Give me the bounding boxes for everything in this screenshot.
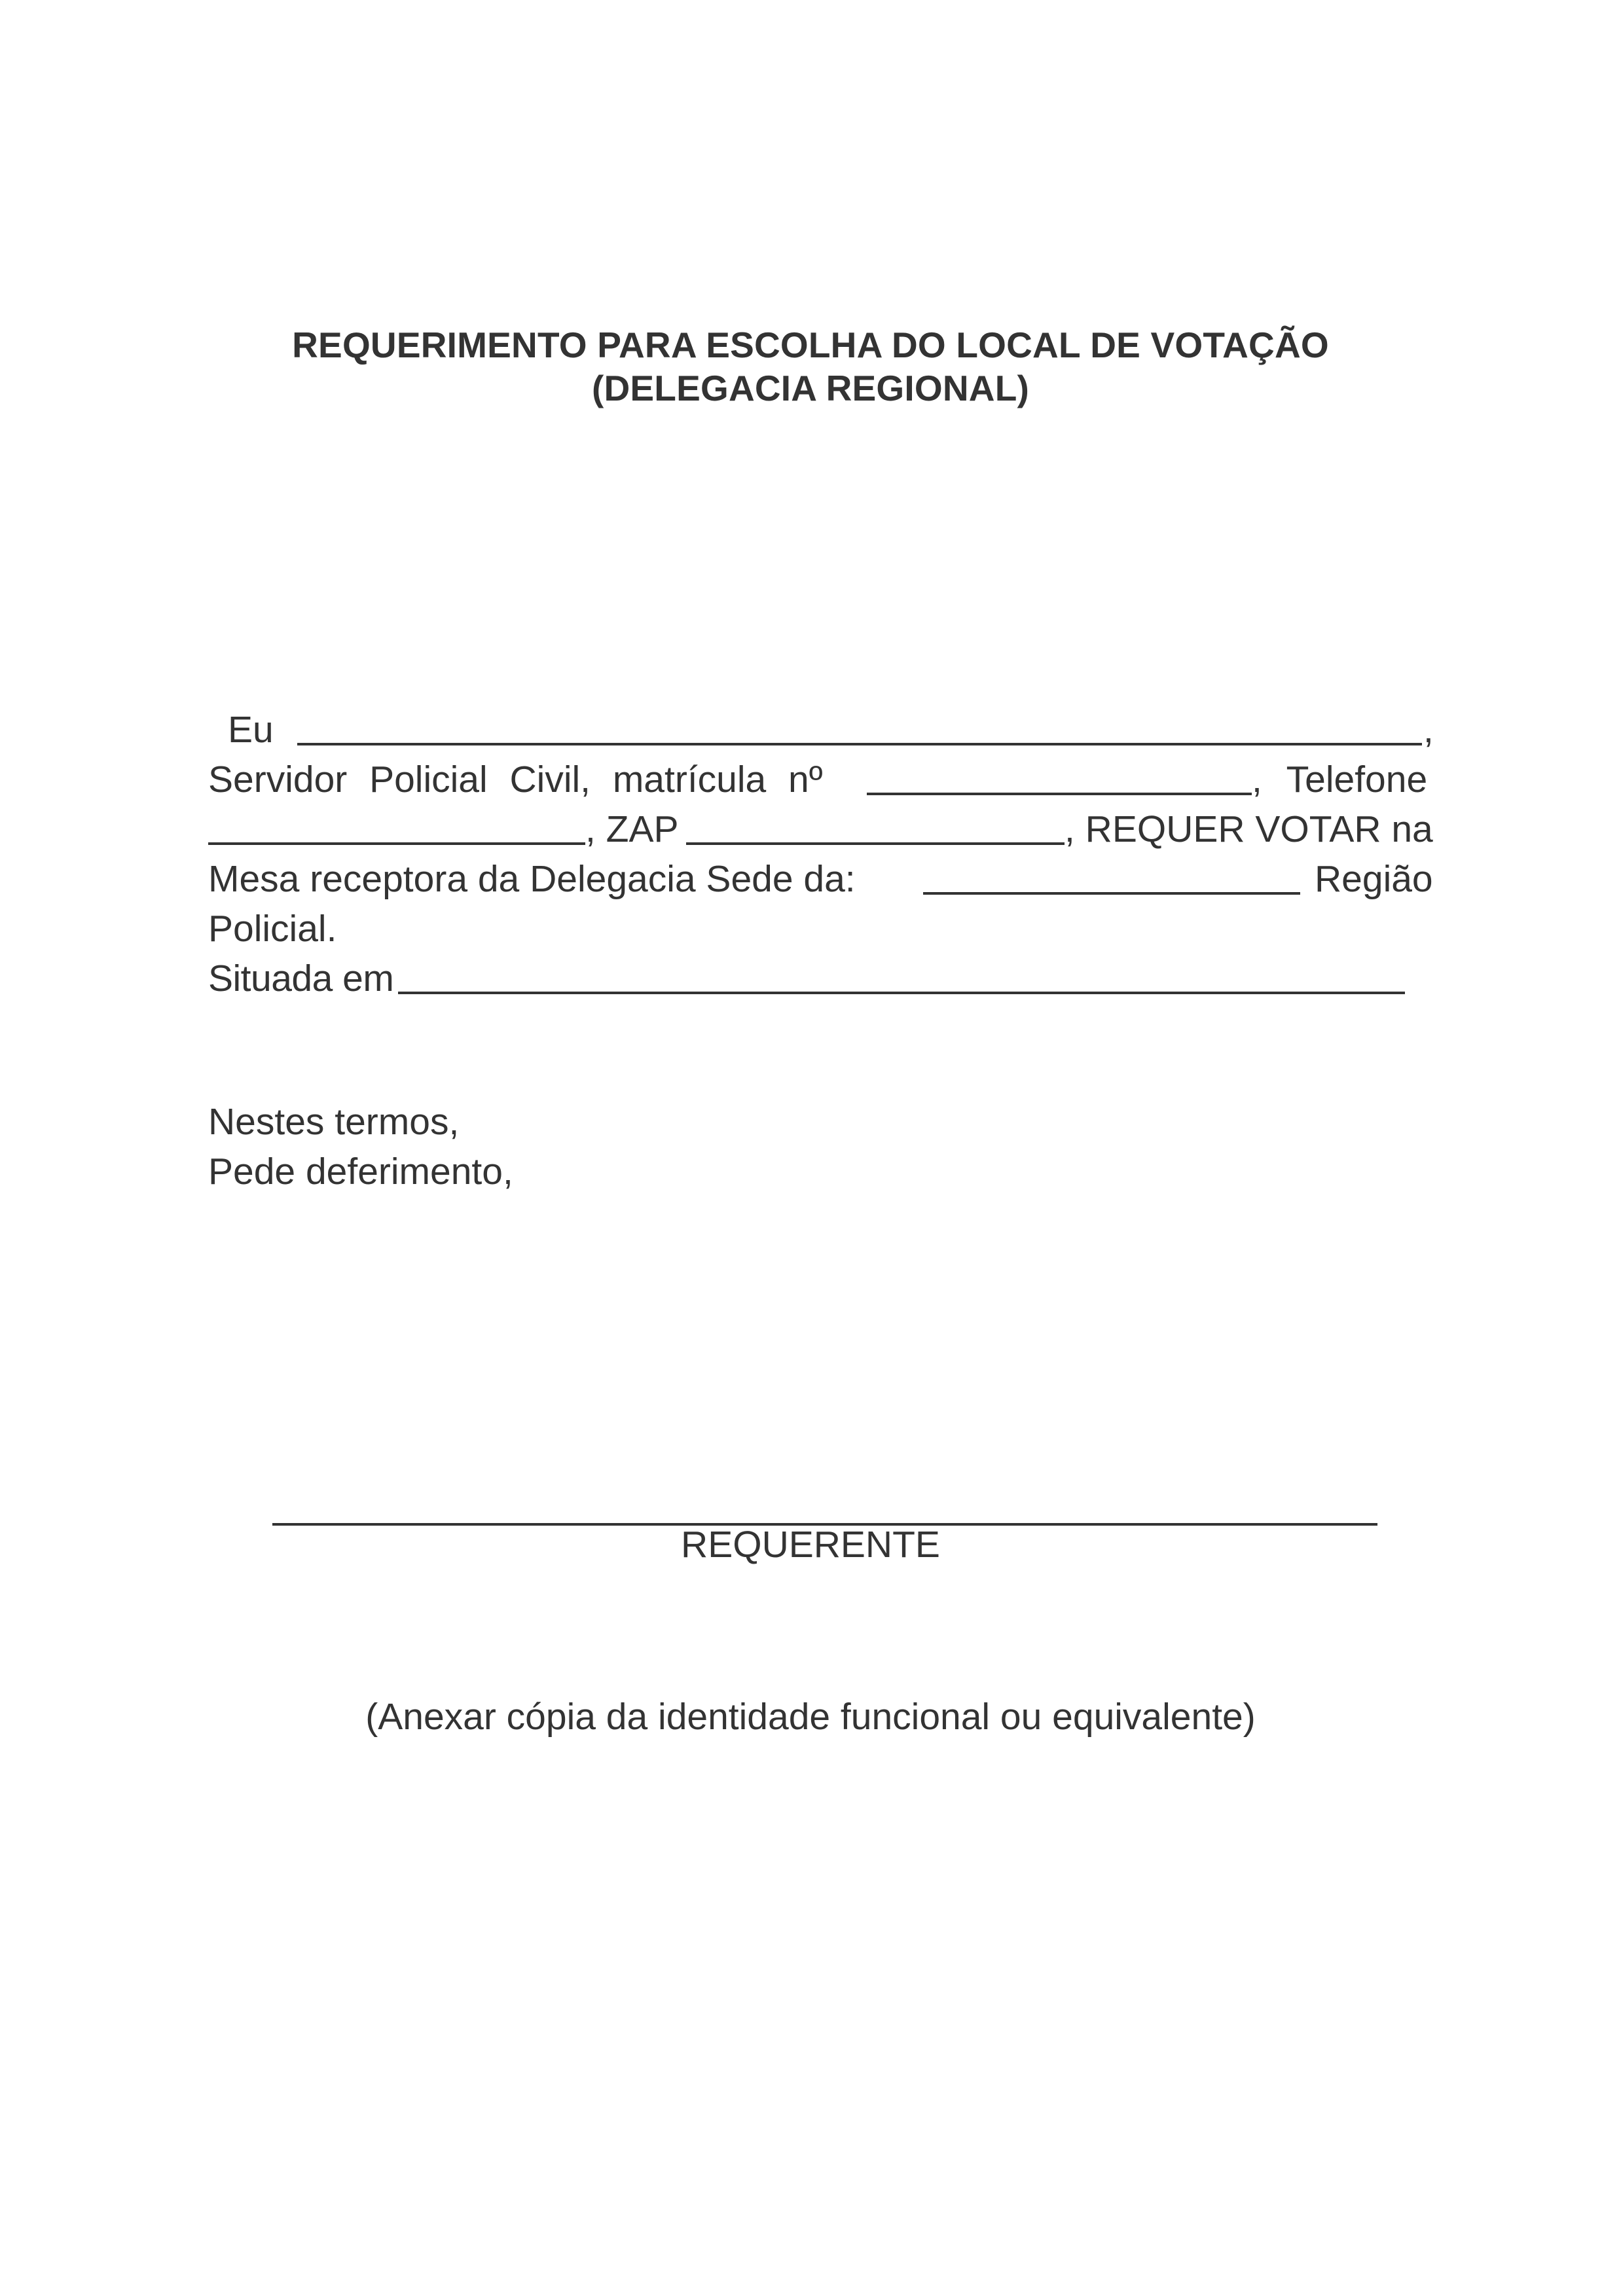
form-line-situada [208,954,1435,1003]
zap-blank[interactable] [686,804,1065,845]
mesa-label: Mesa receptora da Delegacia Sede da: [208,858,856,900]
closing-line-1: Nestes termos, [208,1101,460,1143]
regiao-label: Região [1315,858,1433,900]
telefone-blank[interactable] [208,804,585,845]
situada-blank[interactable] [398,954,1405,994]
form-line-mesa [208,854,1435,904]
document-title-line-2: (DELEGACIA REGIONAL) [591,368,1030,408]
zap-label: , ZAP [585,808,679,850]
attachment-note: (Anexar cópia da identidade funcional ou equivalente) [365,1696,1256,1738]
form-line-contact [208,804,1435,854]
form-line-policial [208,904,1435,954]
regiao-blank[interactable] [923,854,1300,895]
name-blank[interactable] [297,705,1422,745]
requer-label: , REQUER VOTAR na [1065,808,1433,850]
servidor-label: Servidor Policial Civil, matrícula nº [208,759,823,800]
name-comma: , [1423,709,1434,751]
form-line-name [208,705,1435,755]
closing-line-2: Pede deferimento, [208,1151,513,1193]
signature-label: REQUERENTE [681,1524,940,1566]
telefone-label: , Telefone [1252,759,1428,800]
form-line-matricula [208,755,1435,804]
policial-label: Policial. [208,908,337,950]
situada-label: Situada em [208,958,394,999]
eu-label: Eu [228,709,274,751]
matricula-blank[interactable] [867,755,1252,795]
document-title-line-1: REQUERIMENTO PARA ESCOLHA DO LOCAL DE VOTAÇÃO [292,325,1329,365]
